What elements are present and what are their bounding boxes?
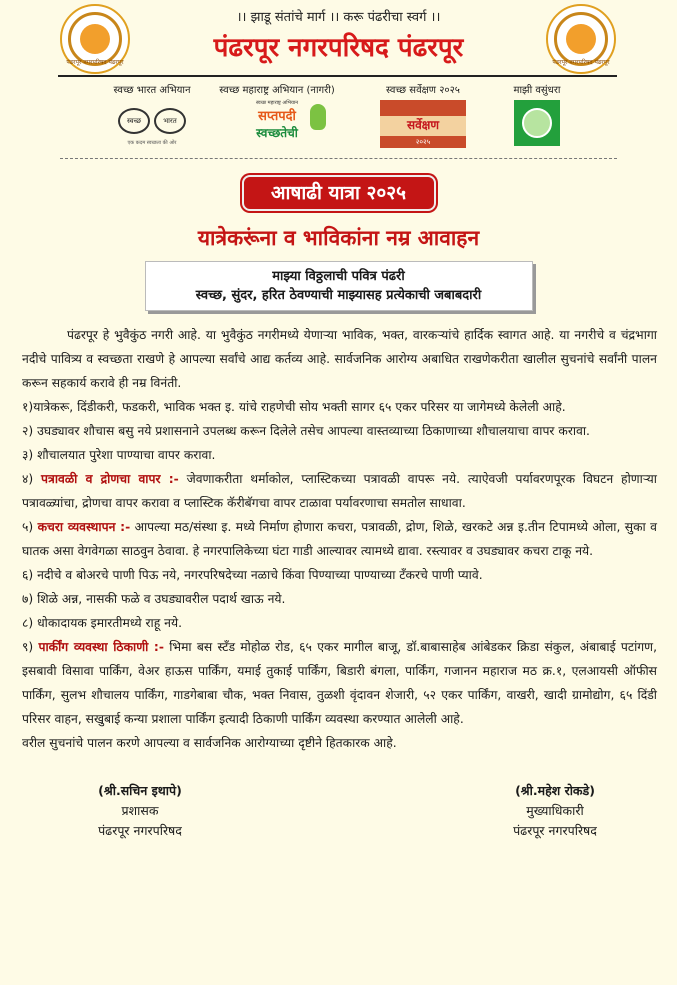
instruction-2: २) उघड्यावर शौचास बसु नये प्रशासनाने उपलब्ध करून दिलेले तसेच आपल्या वास्तव्याच्या ठिकाणाच्या शौचालयाचा वापर करावा. xyxy=(22,424,590,438)
swachh-bharat-glasses-icon: स्वच्छ भारत एक कदम स्वच्छता की ओर xyxy=(112,102,192,140)
yatra-title-badge: आषाढी यात्रा २०२५ xyxy=(242,175,436,211)
campaign-swachh-maharashtra: स्वच्छ महाराष्ट्र अभियान (नागरी) स्वच्छ महाराष्ट्र अभियान सप्तपदी स्वच्छतेची xyxy=(202,82,352,148)
saptpadi-logo: स्वच्छ महाराष्ट्र अभियान सप्तपदी स्वच्छतेची xyxy=(234,100,320,148)
municipal-logo-right: पंढरपूर नगरपरिषद पंढरपूर xyxy=(546,4,616,74)
municipal-logo-left: पंढरपूर नगरपरिषद पंढरपूर xyxy=(60,4,130,74)
instruction-4: ४) पत्रावळी व द्रोणचा वापर :- जेवणाकरीता थर्माकोल, प्लास्टिकच्या पत्रावळी वापरू नये. त्याऐवजी पर्यावरणपूरक विघटन होणाऱ्या पत्रावळ्यांचा, द्रोणचा वापर करावा व प्लास्टिक कॅरीबॅगचा वापर टाळावा पर्यावरणाचा समतोल साधावा. xyxy=(22,472,657,510)
signature-block xyxy=(0,781,677,851)
instruction-6: ६) नदीचे व बोअरचे पाणी पिऊ नये, नगरपरिषदेच्या नळाचे किंवा पिण्याच्या पाण्याच्या टँकरचे पाणी प्यावे. xyxy=(22,568,483,582)
closing-line: वरील सुचनांचे पालन करणे आपल्या व सार्वजनिक आरोग्याच्या दृष्टीने हितकारक आहे. xyxy=(22,736,397,750)
instruction-3: ३) शौचालयात पुरेशा पाण्याचा वापर करावा. xyxy=(22,448,216,462)
notice-body xyxy=(22,323,657,755)
instruction-7: ७) शिळे अन्न, नासकी फळे व उघड्यावरील पदार्थ खाऊ नये. xyxy=(22,592,286,606)
campaign-majhi-vasundhara: माझी वसुंधरा xyxy=(492,82,582,146)
appeal-heading: यात्रेकरूंना व भाविकांना नम्र आवाहन xyxy=(197,226,480,250)
header xyxy=(0,0,677,78)
instruction-5-heading: कचरा व्यवस्थापन :- xyxy=(37,520,131,534)
motto: ।। झाडू संतांचे मार्ग ।। करू पंढरीचा स्वर्ग ।। xyxy=(236,10,441,25)
campaign-divider xyxy=(60,158,617,159)
instruction-8: ८) धोकादायक इमारतीमध्ये राहू नये. xyxy=(22,616,183,630)
header-divider xyxy=(58,75,617,77)
footprint-icon xyxy=(310,104,326,130)
instruction-5: ५) कचरा व्यवस्थापन :- आपल्या मठ/संस्था इ. मध्ये निर्माण होणारा कचरा, पत्रावळी, द्रोण, शिळे, खरकटे अन्न इ.तीन टिपामध्ये ओला, सुका व घातक असा वेगवेगळा साठवुन ठेवावा. हे नगरपालिकेच्या घंटा गाडी आल्यावर त्यामध्ये द्यावा. रस्त्यावर व उघड्यावर कचरा टाकू नये. xyxy=(22,520,657,558)
signatory-chief-officer: (श्री.महेश रोकडे) मुख्याधिकारी पंढरपूर नगरपरिषद xyxy=(513,783,597,838)
campaign-swachh-bharat: स्वच्छ भारत अभियान स्वच्छ भारत एक कदम स्वच्छता की ओर xyxy=(113,85,191,146)
survekshan-logo: सर्वेक्षण २०२५ xyxy=(380,100,466,148)
slogan-line-2: स्वच्छ, सुंदर, हरित ठेवण्याची माझ्यासह प्रत्येकाची जबाबदारी xyxy=(195,288,482,303)
org-name: पंढरपूर नगरपरिषद पंढरपूर xyxy=(213,33,464,63)
intro-paragraph: पंढरपूर हे भुवैकुंठ नगरी आहे. या भुवैकुंठ नगरीमध्ये येणाऱ्या भाविक, भक्त, वारकऱ्यांचे हार्दिक स्वागत आहे. या नगरीचे व चंद्रभागा नदीचे पावित्र्य व स्वच्छता राखणे हे आपल्या सर्वांचे आद्य कर्तव्य आहे. सार्वजनिक आरोग्य अबाधित राखणेकरीता खालील सुचनांचे सर्वांनी पालन करून सहकार्य करावे ही नम्र विनंती. xyxy=(22,328,657,390)
instruction-1: १)यात्रेकरू, दिंडीकरी, फडकरी, भाविक भक्त इ. यांचे राहणेची सोय भक्ती सागर ६५ एकर परिसर या जागेमध्ये केलेली आहे. xyxy=(22,400,566,414)
slogan-box xyxy=(145,261,533,311)
campaign-strip xyxy=(80,78,597,158)
earth-globe-icon xyxy=(514,100,560,146)
signatory-administrator: (श्री.सचिन इथापे) प्रशासक पंढरपूर नगरपरिषद xyxy=(98,783,182,838)
instruction-9-heading: पार्कींग व्यवस्था ठिकाणी :- xyxy=(38,640,164,654)
slogan-line-1: माझ्या विठ्ठलाची पवित्र पंढरी xyxy=(272,269,405,284)
campaign-swachh-survekshan: स्वच्छ सर्वेक्षण २०२५ सर्वेक्षण २०२५ xyxy=(368,82,478,148)
instruction-4-heading: पत्रावळी व द्रोणचा वापर :- xyxy=(41,472,179,486)
instruction-9: ९) पार्कींग व्यवस्था ठिकाणी :- भिमा बस स्टँड मोहोळ रोड, ६५ एकर मागील बाजू, डॉ.बाबासाहेब आंबेडकर क्रिडा संकुल, अंबाबाई पटांगण, इसबावी विसावा पार्किंग, वेअर हाऊस पार्किंग, यमाई तुकाई पार्किंग, बिडारी बंगला, पार्किंग, गजानन महाराज मठ क्र.१, एलआयसी ऑफीस पार्किंग, सुलभ शौचालय पार्किंग, गाडगेबाबा चौक, भक्त निवास, तुळशी वृंदावन शेजारी, ५२ एकर पार्किंग, वाखरी, खादी ग्रामोद्योग, ६५ दिंडी परिसर वाहन, सखुबाई कन्या प्रशाला पार्किंग इत्यादी ठिकाणी पार्किंग व्यवस्था करण्यात आलेली आहे. xyxy=(22,640,657,726)
